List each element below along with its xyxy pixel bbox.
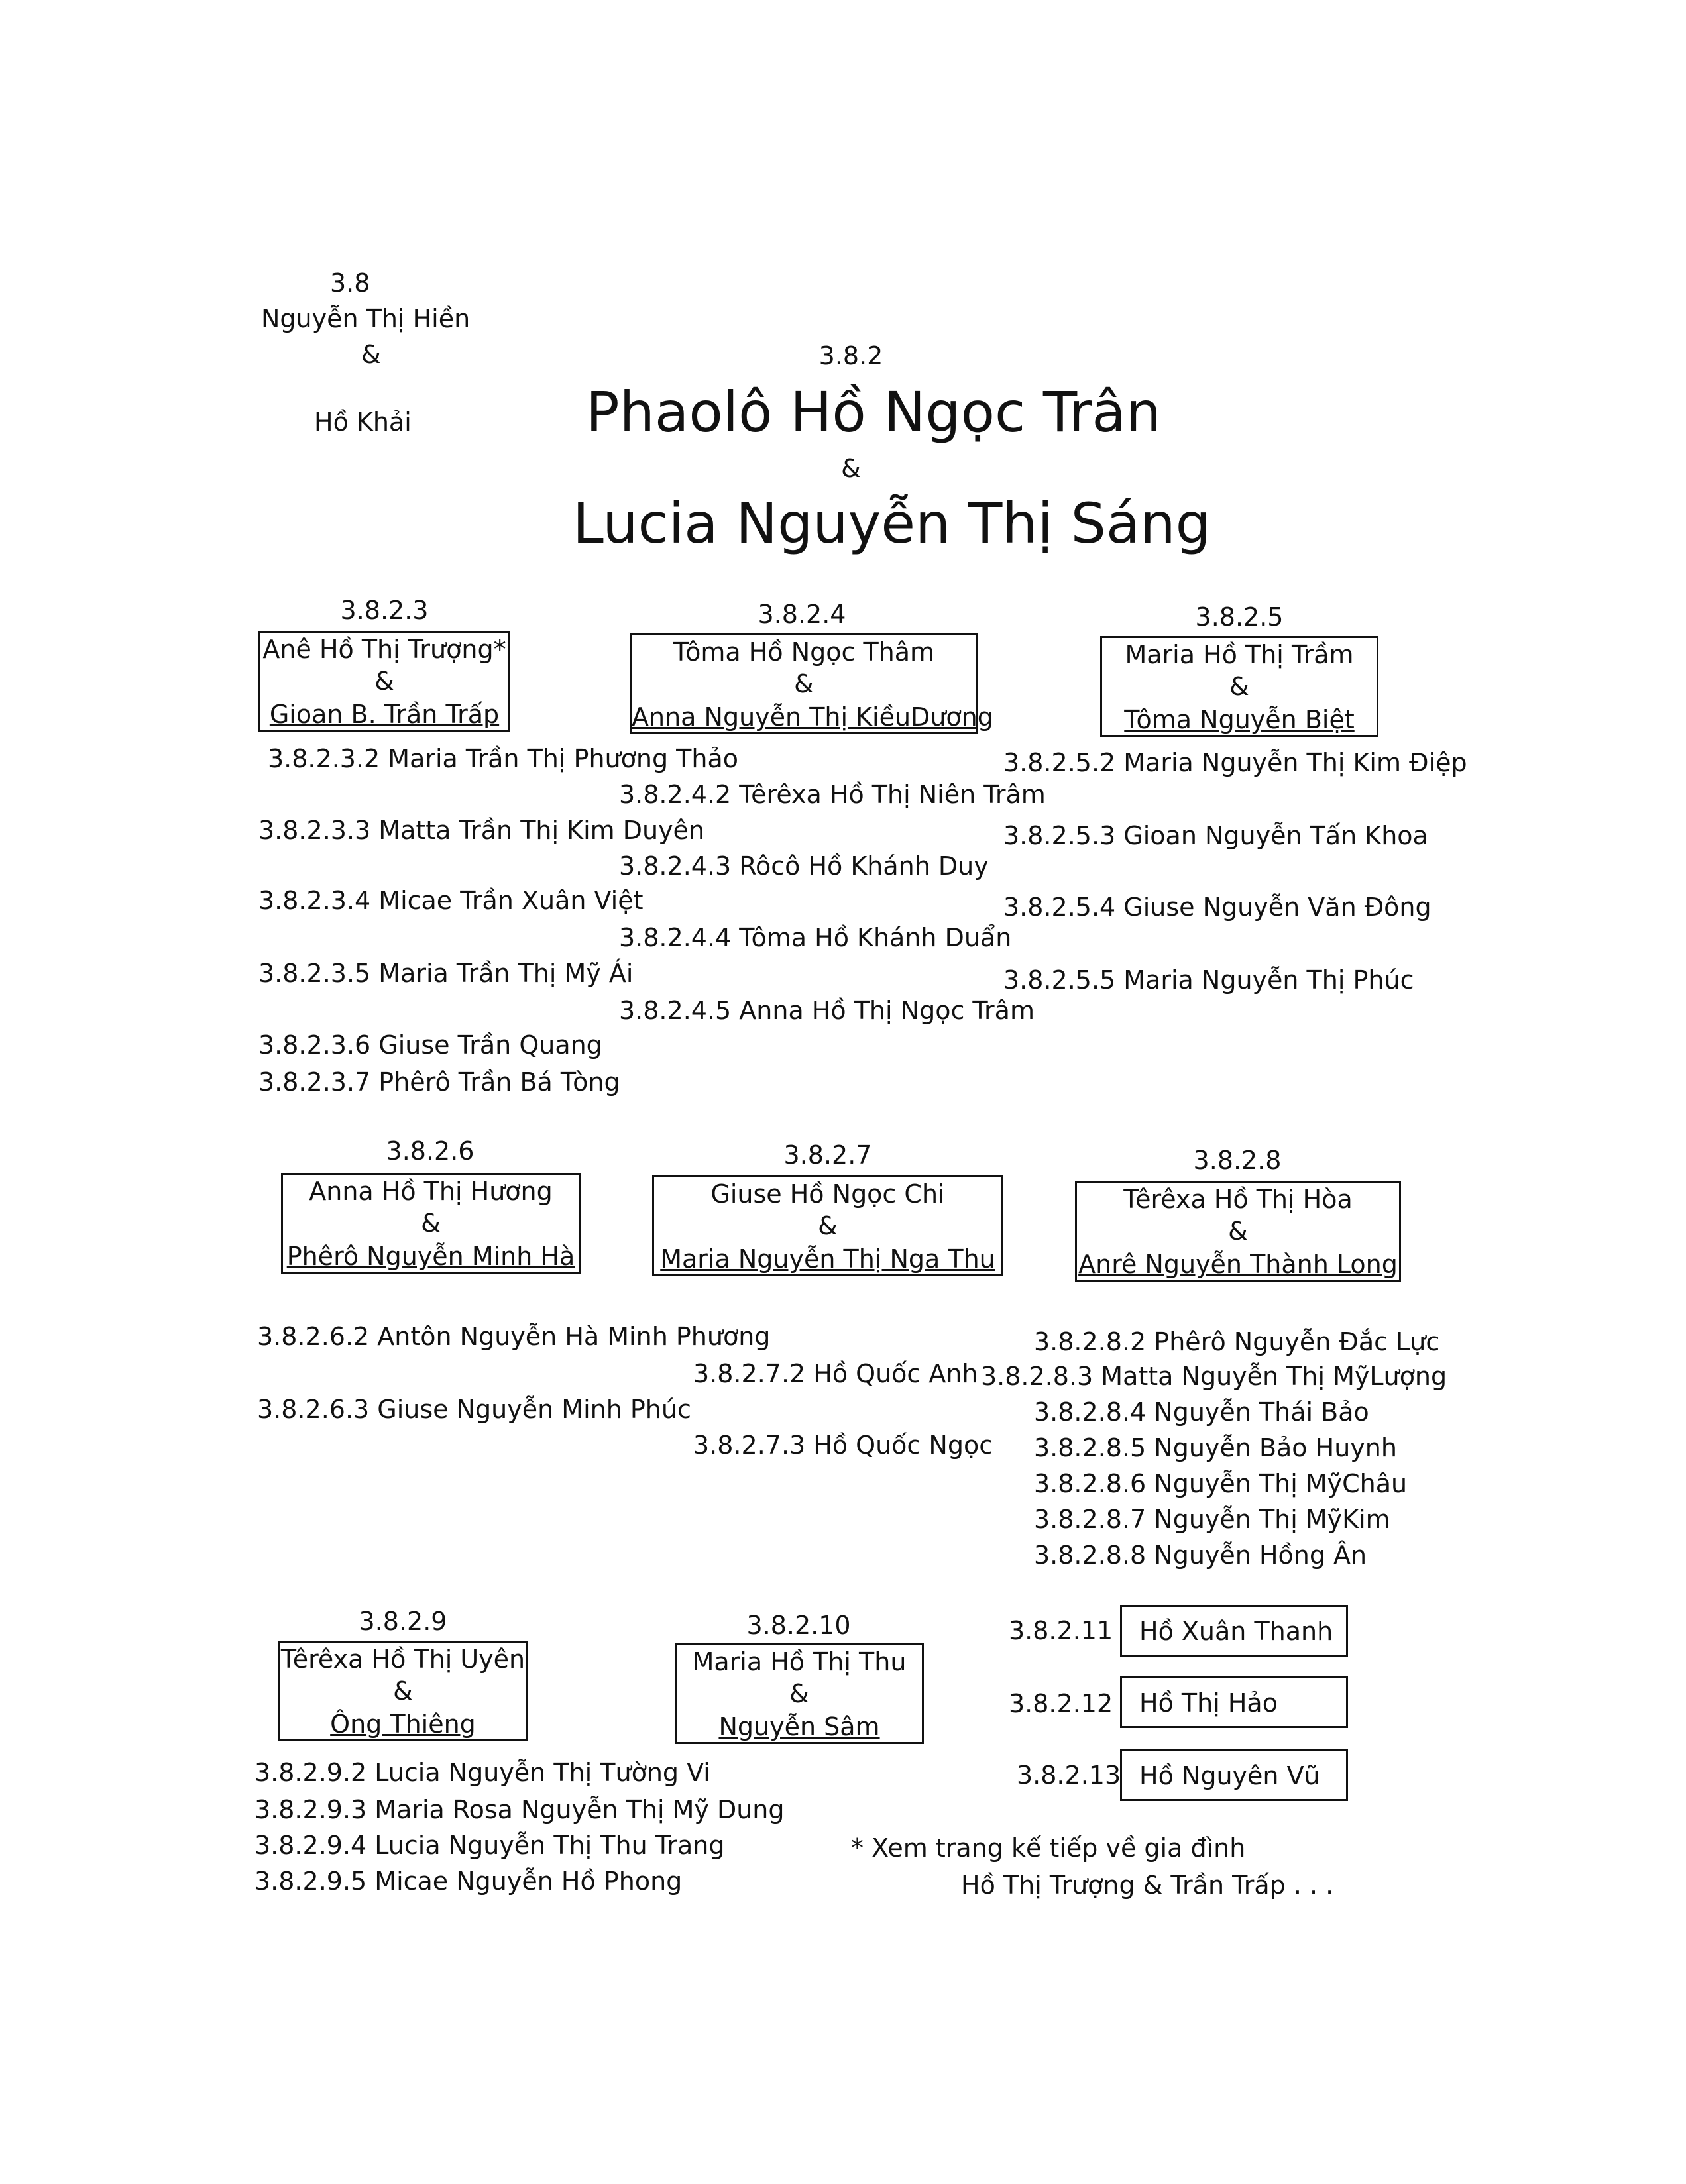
family-number: 3.8.2.5: [1195, 602, 1284, 631]
family-box: [281, 1173, 581, 1274]
child-entry: 3.8.2.4.3 Rôcô Hồ Khánh Duy: [619, 851, 989, 881]
single-box: [1120, 1749, 1348, 1801]
single-number: 3.8.2.12: [1009, 1689, 1113, 1718]
parent-ampersand: &: [361, 340, 381, 369]
parent-spouse: Hồ Khải: [314, 408, 412, 437]
family-box: [258, 631, 510, 732]
spouse-name: Phêrô Nguyễn Minh Hà: [286, 1242, 575, 1271]
parent-number: 3.8: [330, 268, 370, 298]
ampersand: &: [393, 1676, 413, 1706]
single-name: Hồ Xuân Thanh: [1139, 1617, 1333, 1646]
child-entry: 3.8.2.8.7 Nguyễn Thị MỹKim: [1034, 1505, 1390, 1534]
couple-wife-name: Lucia Nguyễn Thị Sáng: [573, 491, 1211, 556]
child-entry: 3.8.2.8.4 Nguyễn Thái Bảo: [1034, 1397, 1369, 1427]
child-name: Anna Hồ Thị Hương: [309, 1177, 553, 1206]
family-box: [278, 1641, 528, 1741]
ampersand: &: [789, 1679, 809, 1708]
single-name: Hồ Thị Hảo: [1139, 1688, 1278, 1718]
child-entry: 3.8.2.5.3 Gioan Nguyễn Tấn Khoa: [1003, 821, 1428, 850]
family-number: 3.8.2.3: [340, 596, 429, 625]
child-name: Têrêxa Hồ Thị Uyên: [280, 1645, 526, 1674]
spouse-name: Gioan B. Trần Trấp: [269, 700, 500, 729]
child-entry: 3.8.2.8.6 Nguyễn Thị MỹChâu: [1034, 1469, 1408, 1498]
child-entry: 3.8.2.9.2 Lucia Nguyễn Thị Tường Vi: [254, 1758, 710, 1787]
child-entry: 3.8.2.8.5 Nguyễn Bảo Huynh: [1034, 1433, 1397, 1462]
child-name: Maria Hồ Thị Thu: [692, 1647, 907, 1676]
ampersand: &: [1228, 1217, 1248, 1246]
child-entry: 3.8.2.8.2 Phêrô Nguyễn Đắc Lực: [1034, 1327, 1440, 1356]
family-number: 3.8.2.6: [386, 1136, 475, 1166]
child-name: Anê Hồ Thị Trượng*: [262, 635, 506, 664]
spouse-name: Anrê Nguyễn Thành Long: [1078, 1250, 1398, 1279]
child-name: Maria Hồ Thị Trầm: [1125, 640, 1354, 669]
family-box: [1075, 1181, 1401, 1282]
couple-ampersand: &: [841, 454, 861, 483]
single-number: 3.8.2.13: [1017, 1761, 1121, 1790]
child-entry: 3.8.2.6.2 Antôn Nguyễn Hà Minh Phương: [257, 1322, 771, 1351]
child-name: Têrêxa Hồ Thị Hòa: [1123, 1185, 1353, 1214]
child-name: Tôma Hồ Ngọc Thâm: [673, 637, 935, 667]
child-entry: 3.8.2.3.6 Giuse Trần Quang: [258, 1030, 602, 1060]
child-entry: 3.8.2.7.3 Hồ Quốc Ngọc: [693, 1431, 993, 1460]
spouse-name: Tôma Nguyễn Biệt: [1124, 705, 1355, 734]
family-number: 3.8.2.8: [1193, 1146, 1282, 1175]
single-number: 3.8.2.11: [1009, 1616, 1113, 1645]
child-entry: 3.8.2.7.2 Hồ Quốc Anh: [693, 1359, 978, 1388]
single-name: Hồ Nguyên Vũ: [1139, 1761, 1320, 1790]
child-name: Giuse Hồ Ngọc Chi: [710, 1179, 945, 1209]
couple-number: 3.8.2: [818, 341, 883, 370]
family-number: 3.8.2.4: [758, 600, 846, 629]
note-line-2: Hồ Thị Trượng & Trần Trấp . . .: [961, 1871, 1334, 1900]
child-entry: 3.8.2.5.2 Maria Nguyễn Thị Kim Điệp: [1003, 748, 1467, 777]
family-number: 3.8.2.9: [359, 1607, 447, 1636]
single-box: [1120, 1676, 1348, 1728]
couple-husband-name: Phaolô Hồ Ngọc Trân: [586, 380, 1162, 445]
child-entry: 3.8.2.4.5 Anna Hồ Thị Ngọc Trâm: [619, 996, 1035, 1025]
family-number: 3.8.2.7: [783, 1140, 872, 1170]
parent-name: Nguyễn Thị Hiền: [261, 304, 471, 333]
child-entry: 3.8.2.3.3 Matta Trần Thị Kim Duyên: [258, 816, 705, 845]
child-entry: 3.8.2.4.4 Tôma Hồ Khánh Duẩn: [619, 923, 1012, 952]
child-entry: 3.8.2.9.3 Maria Rosa Nguyễn Thị Mỹ Dung: [254, 1795, 785, 1824]
child-entry: 3.8.2.5.4 Giuse Nguyễn Văn Đông: [1003, 893, 1432, 922]
child-entry: 3.8.2.9.5 Micae Nguyễn Hồ Phong: [254, 1867, 683, 1896]
child-entry: 3.8.2.3.5 Maria Trần Thị Mỹ Ái: [258, 959, 634, 988]
child-entry: 3.8.2.8.8 Nguyễn Hồng Ân: [1034, 1541, 1367, 1570]
family-box: [1100, 636, 1378, 737]
child-entry: 3.8.2.8.3 Matta Nguyễn Thị MỹLượng: [981, 1362, 1447, 1391]
ampersand: &: [818, 1211, 838, 1240]
family-box: [675, 1643, 924, 1744]
spouse-name: Anna Nguyễn Thị KiềuDương: [632, 702, 993, 732]
child-entry: 3.8.2.9.4 Lucia Nguyễn Thị Thu Trang: [254, 1831, 725, 1860]
child-entry: 3.8.2.3.7 Phêrô Trần Bá Tòng: [258, 1067, 620, 1097]
child-entry: 3.8.2.3.2 Maria Trần Thị Phương Thảo: [268, 744, 738, 773]
child-entry: 3.8.2.5.5 Maria Nguyễn Thị Phúc: [1003, 965, 1414, 995]
spouse-name: Ông Thiêng: [330, 1710, 476, 1739]
ampersand: &: [421, 1209, 441, 1238]
note-line-1: * Xem trang kế tiếp về gia đình: [851, 1833, 1246, 1863]
family-box: [630, 633, 993, 734]
spouse-name: Maria Nguyễn Thị Nga Thu: [660, 1244, 995, 1274]
child-entry: 3.8.2.6.3 Giuse Nguyễn Minh Phúc: [257, 1395, 691, 1424]
child-entry: 3.8.2.3.4 Micae Trần Xuân Việt: [258, 886, 644, 915]
ampersand: &: [374, 667, 394, 696]
family-box: [652, 1175, 1003, 1276]
single-box: [1120, 1605, 1348, 1657]
ampersand: &: [794, 669, 814, 698]
spouse-name: Nguyễn Sâm: [718, 1712, 880, 1741]
ampersand: &: [1229, 672, 1249, 701]
child-entry: 3.8.2.4.2 Têrêxa Hồ Thị Niên Trâm: [619, 780, 1046, 809]
family-number: 3.8.2.10: [746, 1611, 851, 1640]
